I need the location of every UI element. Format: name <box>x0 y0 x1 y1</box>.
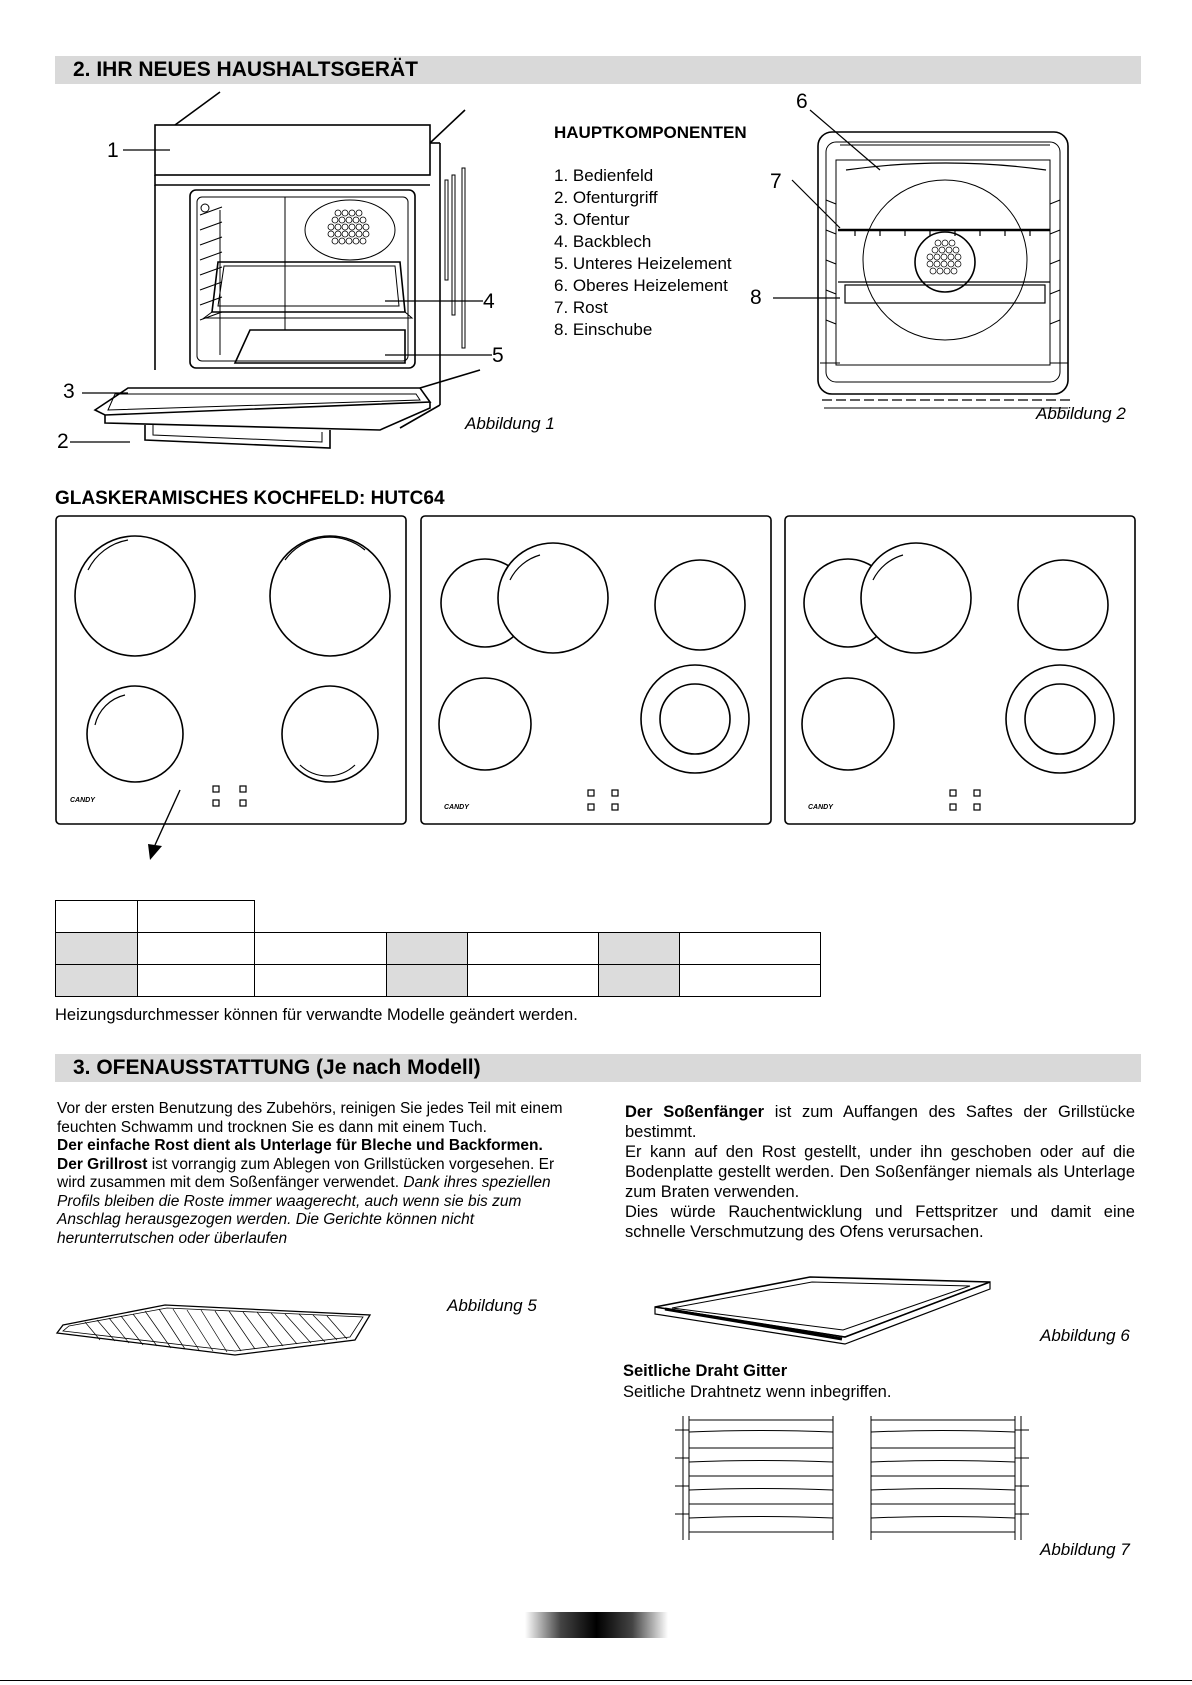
hob-diagrams <box>0 510 1192 910</box>
side-rails-illustration <box>675 1408 1035 1548</box>
hob-brand-logo: CANDY <box>808 804 833 811</box>
component-item: 8. Einschube <box>554 320 653 339</box>
fig2-label-6: 6 <box>796 90 808 113</box>
fig1-label-3: 3 <box>63 380 75 403</box>
figure-2-caption: Abbildung 2 <box>1036 404 1126 423</box>
hob-brand-logo: CANDY <box>70 797 95 804</box>
table-cell <box>467 933 598 965</box>
table-cell <box>386 933 467 965</box>
table-cell <box>138 965 255 997</box>
intro-paragraph: Vor der ersten Benutzung des Zubehörs, reinigen Sie jedes Teil mit einem feuchten Schwamm und trocknen Sie es dann mit einem Tuch. <box>57 1100 563 1136</box>
fig1-label-5: 5 <box>492 344 504 367</box>
section-3-title: 3. OFENAUSSTATTUNG (Je nach Modell) <box>73 1056 481 1079</box>
figure-6-caption: Abbildung 6 <box>1040 1326 1130 1345</box>
drip-pan-term: Der Soßenfänger <box>625 1103 765 1121</box>
oven-interior-illustration <box>740 90 1120 420</box>
figure-5-caption: Abbildung 5 <box>447 1296 537 1315</box>
table-cell <box>255 933 387 965</box>
figure-1-caption: Abbildung 1 <box>465 414 555 433</box>
component-item: 3. Ofentur <box>554 210 630 229</box>
components-heading: HAUPTKOMPONENTEN <box>554 123 747 142</box>
table-cell <box>255 965 387 997</box>
side-rails-heading: Seitliche Draht Gitter <box>623 1362 788 1380</box>
section-2-title: 2. IHR NEUES HAUSHALTSGERÄT <box>73 58 418 81</box>
table-cell <box>386 965 467 997</box>
simple-rack-paragraph: Der einfache Rost dient als Unterlage für Bleche und Backformen. <box>57 1137 543 1154</box>
fig1-label-4: 4 <box>483 290 495 313</box>
component-item: 6. Oberes Heizelement <box>554 276 728 295</box>
side-rails-text: Seitliche Drahtnetz wenn inbegriffen. <box>623 1383 892 1401</box>
grill-rack-text: ist vorrangig zum Ablegen von Grillstücken vorgesehen. Er wird zusammen mit dem Soßenfänger verwendet. <box>57 1155 555 1191</box>
drip-pan-illustration <box>650 1262 1000 1352</box>
component-item: 5. Unteres Heizelement <box>554 254 732 273</box>
table-cell <box>598 965 679 997</box>
drip-pan-text: ist zum Auffangen des Saftes der Grillstücke bestimmt. <box>625 1103 1135 1141</box>
drip-pan-paragraph <box>625 1102 1135 1142</box>
figure-7-caption: Abbildung 7 <box>1040 1540 1130 1559</box>
table-cell <box>679 965 820 997</box>
table-cell <box>56 901 138 933</box>
hob-spec-table <box>55 900 821 997</box>
component-item: 7. Rost <box>554 298 608 317</box>
fig1-label-2: 2 <box>57 430 69 453</box>
accessories-left-text <box>57 1100 567 1248</box>
accessories-right-text <box>625 1102 1135 1242</box>
table-cell <box>56 965 138 997</box>
hob-note: Heizungsdurchmesser können für verwandte Modelle geändert werden. <box>55 1006 578 1024</box>
table-cell <box>598 933 679 965</box>
table-cell <box>679 933 820 965</box>
table-cell <box>138 901 255 933</box>
grill-rack-illustration <box>55 1295 375 1370</box>
drip-pan-warning: Dies würde Rauchentwicklung und Fettspritzer und damit eine schnelle Verschmutzung des Ofens verursachen. <box>625 1203 1135 1241</box>
footer-rule <box>0 1680 1192 1681</box>
table-cell <box>56 933 138 965</box>
fig2-label-7: 7 <box>770 170 782 193</box>
grill-rack-paragraph <box>57 1156 567 1249</box>
components-list <box>554 165 732 341</box>
component-item: 1. Bedienfeld <box>554 166 654 185</box>
hob-heading: GLASKERAMISCHES KOCHFELD: HUTC64 <box>55 488 445 509</box>
drip-pan-usage: Er kann auf den Rost gestellt, under ihn geschoben oder auf die Bodenplatte gestellt werden. Den Soßenfänger niemals als Unterlage zum Braten verwenden. <box>625 1143 1135 1201</box>
fig1-label-1: 1 <box>107 139 119 162</box>
component-item: 4. Backblech <box>554 232 652 251</box>
table-cell <box>467 965 598 997</box>
page-number-bar <box>525 1612 668 1638</box>
table-cell <box>138 933 255 965</box>
grill-rack-term: Der Grillrost <box>57 1155 148 1173</box>
fig2-label-8: 8 <box>750 286 762 309</box>
oven-front-illustration <box>0 80 500 500</box>
component-item: 2. Ofenturgriff <box>554 188 658 207</box>
hob-brand-logo: CANDY <box>444 804 469 811</box>
section-3-header <box>55 1054 1141 1082</box>
grill-rack-italic: Dank ihres speziellen Profils bleiben die Roste immer waagerecht, auch wenn sie bis zum Anschlag herausgezogen werden. Die Gerichte können nicht herunterrutschen oder überlaufen <box>57 1174 551 1247</box>
